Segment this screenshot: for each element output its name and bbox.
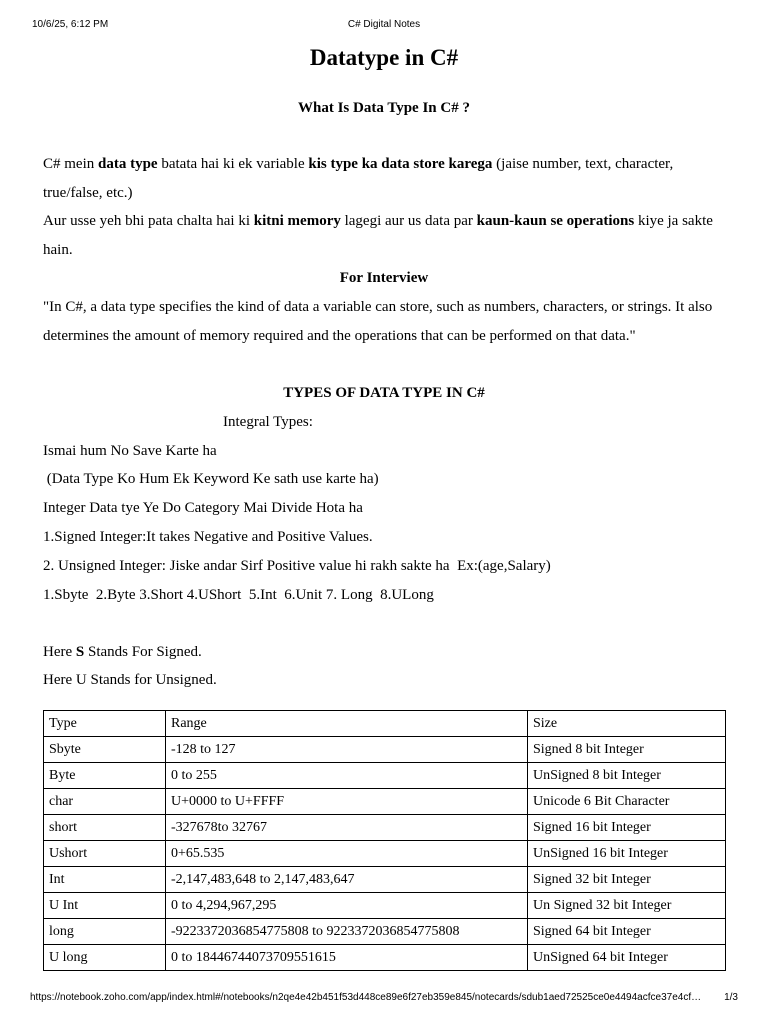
table-cell: Ushort <box>44 841 166 867</box>
print-header <box>0 19 768 33</box>
datatype-table <box>43 710 726 971</box>
table-cell: -2,147,483,648 to 2,147,483,647 <box>166 867 528 893</box>
intro-paragraph-2: Aur usse yeh bhi pata chalta hai ki kitni memory lagegi aur us data par kaun-kaun se operations kiye ja sakte hain. <box>43 213 713 258</box>
table-cell: 0 to 255 <box>166 763 528 789</box>
table-cell: -9223372036854775808 to 9223372036854775808 <box>166 919 528 945</box>
table-row <box>44 815 726 841</box>
integral-types-label: Integral Types: <box>223 414 313 430</box>
table-cell: long <box>44 919 166 945</box>
note-line-6: 1.Sbyte 2.Byte 3.Short 4.UShort 5.Int 6.Unit 7. Long 8.ULong <box>43 587 434 603</box>
table-cell: 0 to 4,294,967,295 <box>166 893 528 919</box>
print-datetime: 10/6/25, 6:12 PM <box>32 19 109 30</box>
note-line-3: Integer Data tye Ye Do Category Mai Divide Hota ha <box>43 500 363 516</box>
print-footer <box>0 992 768 1006</box>
table-cell: Signed 8 bit Integer <box>528 737 726 763</box>
table-row <box>44 919 726 945</box>
table-row <box>44 841 726 867</box>
table-cell: Un Signed 32 bit Integer <box>528 893 726 919</box>
table-cell: Signed 16 bit Integer <box>528 815 726 841</box>
header-cell-size: Size <box>528 711 726 737</box>
table-cell: U Int <box>44 893 166 919</box>
types-heading: TYPES OF DATA TYPE IN C# <box>283 385 485 401</box>
table-cell: Int <box>44 867 166 893</box>
interview-heading: For Interview <box>339 270 429 286</box>
signed-note: Here S Stands For Signed. <box>43 644 202 660</box>
table-cell: UnSigned 16 bit Integer <box>528 841 726 867</box>
table-cell: U long <box>44 945 166 971</box>
print-url: https://notebook.zoho.com/app/index.html#/notebooks/n2qe4e42b451f53d448ce89e6f27eb359e845/notecards/sdub1aed72525ce0e4494acfce37e4cf… <box>30 992 702 1003</box>
table-cell: short <box>44 815 166 841</box>
header-cell-type: Type <box>44 711 166 737</box>
table-row <box>44 945 726 971</box>
table-row <box>44 737 726 763</box>
table-cell: UnSigned 8 bit Integer <box>528 763 726 789</box>
table-cell: Signed 32 bit Integer <box>528 867 726 893</box>
table-row <box>44 893 726 919</box>
table-cell: Signed 64 bit Integer <box>528 919 726 945</box>
note-line-2: (Data Type Ko Hum Ek Keyword Ke sath use karte ha) <box>43 471 379 487</box>
table-cell: -327678to 32767 <box>166 815 528 841</box>
table-row <box>44 867 726 893</box>
table-cell: 0 to 18446744073709551615 <box>166 945 528 971</box>
interview-definition: "In C#, a data type specifies the kind of data a variable can store, such as numbers, characters, or strings. It also determines the amount of memory required and the operations that can be performed on that data." <box>43 299 713 344</box>
table-cell: char <box>44 789 166 815</box>
table-cell: 0+65.535 <box>166 841 528 867</box>
note-line-1: Ismai hum No Save Karte ha <box>43 443 217 459</box>
table-cell: Byte <box>44 763 166 789</box>
section-subtitle: What Is Data Type In C# ? <box>298 100 470 116</box>
table-cell: -128 to 127 <box>166 737 528 763</box>
table-row <box>44 763 726 789</box>
document-title: Datatype in C# <box>309 45 459 70</box>
print-page-number: 1/3 <box>724 992 738 1003</box>
table-cell: Sbyte <box>44 737 166 763</box>
intro-paragraph-1: C# mein data type batata hai ki ek variable kis type ka data store karega (jaise number, text, character, true/false, etc.) <box>43 156 674 201</box>
unsigned-note: Here U Stands for Unsigned. <box>43 672 217 688</box>
header-cell-range: Range <box>166 711 528 737</box>
table-cell: UnSigned 64 bit Integer <box>528 945 726 971</box>
print-page-title: C# Digital Notes <box>347 19 421 30</box>
table-cell: U+0000 to U+FFFF <box>166 789 528 815</box>
note-line-5: 2. Unsigned Integer: Jiske andar Sirf Positive value hi rakh sakte ha Ex:(age,Salary) <box>43 558 551 574</box>
note-line-4: 1.Signed Integer:It takes Negative and Positive Values. <box>43 529 373 545</box>
table-header-row <box>44 711 726 737</box>
table-row <box>44 789 726 815</box>
table-cell: Unicode 6 Bit Character <box>528 789 726 815</box>
